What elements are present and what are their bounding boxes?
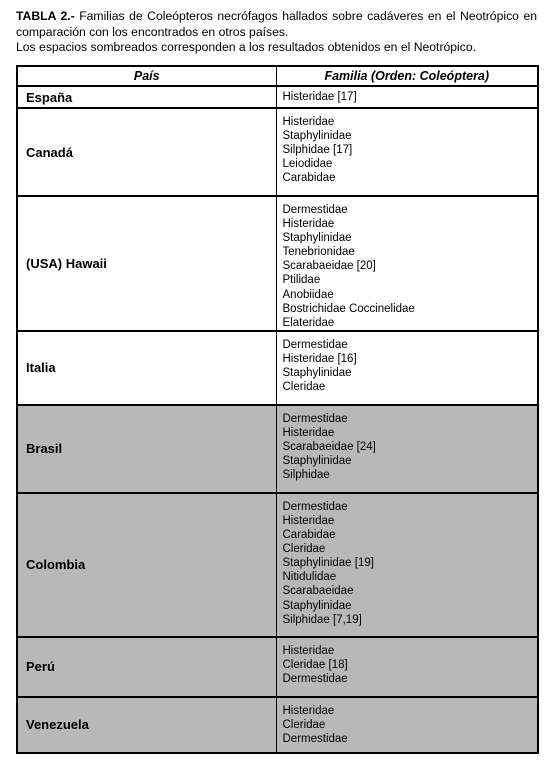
family-item: Histeridae bbox=[282, 704, 335, 717]
family-item: Staphylinidae [19] bbox=[282, 557, 374, 570]
country-cell: Brasil bbox=[17, 405, 276, 493]
families-cell bbox=[276, 493, 538, 637]
table-caption bbox=[16, 9, 537, 56]
families-table bbox=[16, 65, 539, 754]
family-item: Nitidulidae bbox=[282, 571, 337, 584]
family-item: Dermestidae bbox=[282, 204, 348, 216]
families-cell bbox=[276, 196, 538, 331]
family-item: Cleridae bbox=[282, 718, 326, 731]
caption-line-1: Familias de Coleópteros necrófagos hallados sobre cadáveres en el bbox=[74, 9, 456, 23]
table-row bbox=[17, 108, 538, 196]
country-cell: Venezuela bbox=[17, 697, 276, 753]
country-cell: Canadá bbox=[17, 108, 276, 196]
family-item: Staphylinidae bbox=[282, 232, 352, 245]
country-cell: Colombia bbox=[17, 493, 276, 637]
family-item: Tenebrionidae bbox=[282, 246, 355, 259]
family-item: Dermestidae bbox=[282, 338, 348, 351]
family-item: Histeridae bbox=[282, 116, 335, 128]
header-pais: País bbox=[17, 66, 276, 86]
families-cell bbox=[276, 331, 538, 405]
family-item: Elateridae bbox=[282, 316, 335, 329]
families-cell bbox=[276, 86, 538, 108]
family-item: Cleridae bbox=[282, 543, 326, 556]
country-cell: Perú bbox=[17, 637, 276, 697]
table-header-row bbox=[17, 66, 538, 86]
header-familia: Familia (Orden: Coleóptera) bbox=[276, 66, 538, 86]
table-row bbox=[17, 637, 538, 697]
family-item: Silphidae [17] bbox=[282, 144, 353, 157]
family-item: Cleridae [18] bbox=[282, 658, 348, 671]
caption-label: TABLA 2.- bbox=[16, 9, 75, 23]
table-row bbox=[17, 405, 538, 493]
family-item: Carabidae bbox=[282, 529, 336, 542]
family-item: Silphidae [7,19] bbox=[282, 613, 362, 626]
caption-line-3: Los espacios sombreados corresponden a los resultados obtenidos en el Neotrópico. bbox=[16, 40, 477, 54]
table-row bbox=[17, 697, 538, 753]
table-body bbox=[17, 86, 538, 753]
family-item: Dermestidae bbox=[282, 412, 348, 425]
families-cell bbox=[276, 108, 538, 196]
family-item: Dermestidae bbox=[282, 673, 348, 686]
family-item: Ptilidae bbox=[282, 274, 321, 287]
families-cell bbox=[276, 637, 538, 697]
country-cell: (USA) Hawaii bbox=[17, 196, 276, 331]
family-item: Anobiidae bbox=[282, 288, 334, 301]
family-item: Staphylinidae bbox=[282, 599, 352, 612]
table-row bbox=[17, 86, 538, 108]
families-cell bbox=[276, 697, 538, 753]
country-cell: España bbox=[17, 86, 276, 108]
country-cell: Italia bbox=[17, 331, 276, 405]
caption-line-2: Neotrópico en comparación con los encontrados en otros países. bbox=[16, 9, 538, 39]
family-item: Staphylinidae bbox=[282, 367, 352, 380]
family-item: Staphylinidae bbox=[282, 455, 352, 468]
table-row bbox=[17, 493, 538, 637]
family-item: Staphylinidae bbox=[282, 130, 352, 143]
table-row bbox=[17, 196, 538, 331]
family-item: Histeridae [17] bbox=[282, 90, 357, 103]
family-item: Histeridae bbox=[282, 644, 335, 657]
table-row bbox=[17, 331, 538, 405]
family-item: Silphidae bbox=[282, 469, 330, 482]
family-item: Leiodidae bbox=[282, 158, 333, 171]
family-item: Scarabaeidae [24] bbox=[282, 441, 376, 454]
family-item: Scarabaeidae [20] bbox=[282, 260, 376, 273]
family-item: Dermestidae bbox=[282, 733, 348, 746]
family-item: Dermestidae bbox=[282, 500, 348, 513]
family-item: Histeridae bbox=[282, 426, 335, 439]
families-cell bbox=[276, 405, 538, 493]
family-item: Bostrichidae Coccinelidae bbox=[282, 302, 415, 315]
family-item: Carabidae bbox=[282, 172, 336, 185]
family-item: Histeridae bbox=[282, 218, 335, 231]
family-item: Histeridae [16] bbox=[282, 352, 357, 365]
family-item: Cleridae bbox=[282, 381, 326, 394]
family-item: Histeridae bbox=[282, 514, 335, 527]
family-item: Scarabaeidae bbox=[282, 585, 354, 598]
